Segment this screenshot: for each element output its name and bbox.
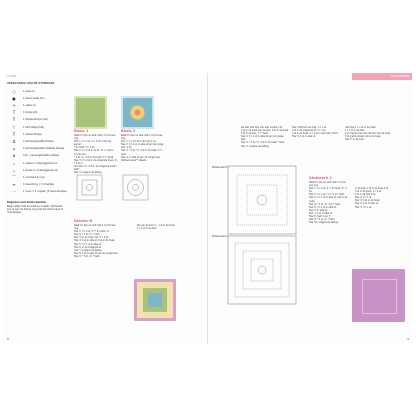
basis2-diagram	[122, 174, 149, 201]
legend-item	[7, 160, 57, 166]
legend-label: 1 stokje (st)	[23, 111, 38, 115]
legend-item	[7, 95, 45, 101]
legend-item	[7, 138, 54, 144]
stitch-diagram-1	[227, 165, 297, 235]
legend-symbol-icon: ⌣	[12, 160, 16, 166]
patroon2-title: Stokwerk 2	[309, 176, 332, 180]
legend-label: 1 noop = 2 noppen (4 halve stokjes)	[23, 190, 67, 194]
legend-item	[7, 182, 54, 188]
legend-symbol-icon: ⋔	[12, 153, 16, 159]
legend-label: 1 half stokje (hst)	[23, 125, 45, 129]
legend-item	[7, 117, 48, 123]
legend-item	[7, 88, 35, 94]
left-page	[4, 73, 208, 344]
legend-label: 1 dubbel stokje	[23, 132, 42, 136]
legend-symbol-icon: ⋯	[12, 189, 16, 195]
legend-label: 2 samengehaakte dubbele stokjes	[23, 147, 65, 151]
left-header	[4, 73, 44, 80]
wij-text: Wij van de toer 1 l, 1 st in de hoek. 3 l, 1 st in de toer.	[137, 224, 176, 231]
legend-label: 1 vaste (v)	[23, 103, 36, 107]
col2-text: Toer met toer van toer, 3 l, 1 st. 2 st in de volgende st, 3 l, 3 st. 3 st in de hoek, 3 l, 3 st in de hoek * herh. Toer 4: 1 st in elke st.	[292, 126, 339, 139]
swatch-purple	[352, 269, 405, 322]
dieven-title: Dieven-6	[74, 219, 92, 223]
right-header	[352, 73, 412, 80]
right-col-text: in de toer, 1 st in de hoek 2 st. 3 st in de hoek, 3 l, 3 st. 2 st in de toer 2 st. Toer 2: 3 l, 1 st. Toer 3: 3 st in de hoek. Toer 4: 1 st in elke st. Toer 5: 3 l, 1 st.	[355, 187, 389, 209]
legend-item	[7, 153, 59, 159]
left-header-text: HAKEN	[7, 75, 17, 78]
basis2-title: Basis 2	[121, 129, 136, 133]
right-page	[209, 73, 412, 344]
legend-symbol-icon: T	[12, 110, 16, 116]
legend-item	[7, 167, 58, 173]
legend-label: 1 losse (l)	[23, 89, 35, 93]
legend-symbol-icon: ⧖	[12, 138, 16, 144]
legend-symbol-icon: ⁀	[12, 174, 16, 180]
legend-symbol-icon: ⊤	[12, 124, 16, 130]
col3-text: met toer 1 l, 1 st in de hoek. 3 l, 1 st in de toer. 2 st met de toer van de toer van de hoek. 3 st met de hoek 3 st in de hoek. Toer 5: in de toer.	[345, 126, 391, 142]
legend-symbol-icon: ⩓	[12, 146, 16, 152]
swatch-basis1	[74, 96, 107, 129]
begin-text: Begin altijd met de (kleine) 1 steek. Het beste kan je aan de kleine ring met de kleine kant of met stokjes.	[7, 205, 63, 215]
steekmotief2-label: Stokeenheid 2	[212, 235, 228, 238]
legend-label: 2 samengehaakte stokjes	[23, 139, 54, 143]
legend-label: 3 st. / samengehaakte stokjes	[23, 154, 59, 158]
basis1-text: Slaat 4 l aan en sluit met 1 hv tot een ring. Toer 1: 3 l, 2 st, 3 l, 3 st in de ring, samen * 3x herh. 3 l, 1 hv. Toer 2: 3 l, 2 st in de st, 3 l, in de hv, om de ene * 3 st, 3 l, 3 st in de hoek, 3 l * herh. Toer 3: 3 l, 2 st in de volgende hoek, 3 l, * 3 st in de hoek, 3 l, 3 st in de volgende hoek * herh. Toer 4: volgens de telling.	[74, 134, 118, 175]
right-header-text: BASISSTEKEN	[391, 75, 409, 78]
legend-item	[7, 102, 36, 108]
legend-symbol-icon: ≡	[12, 182, 16, 188]
steekmotief1-label: Stokeenheid 1	[212, 166, 228, 169]
legend-label: 1 vaste in onderliggende lus	[23, 161, 57, 165]
basis1-diagram	[76, 174, 103, 201]
left-page-number: 8	[7, 337, 9, 341]
dieven-text: Slaat 6 l aan en sluit met 1 hv tot een ring. Toer 1: 3 l, 2 st, 2 l * 5x herh. 3 l. Toer 2: * 3 st, 2 l * herh. Toer 3: in de hoek 3 st, 3 l, 3 st. Toer 4: 1 st in elke st, 3 st in de hoek. Toer 5: 3 l, 1 st in elke st. Toer 6: in de volgende st. Toer 7: volgens de telling. Toer 8: 1 st in elke st van de vorige toer. Toer 9: * 3 st, 2 l * herh.	[74, 224, 119, 258]
legend-item	[7, 174, 45, 180]
stitch-diagram-2	[227, 235, 297, 305]
legend-symbol-icon: Ŧ	[12, 117, 16, 123]
legend-label: 1 stokje in onderliggende lus	[23, 168, 58, 172]
legend-symbol-icon: ⌣	[12, 167, 16, 173]
legend-item	[7, 131, 41, 137]
legend-item	[7, 124, 44, 130]
legend-symbol-icon: Ŧ	[12, 131, 16, 137]
legend-symbol-icon: ●	[12, 95, 16, 101]
col1-text: De toer met toer van toer zonder 1 st. 2 st in de hoek van de toer, 2 st in de hoek. 3 st in de toer, 1 l * herh. Toer 2: 3 l, 1 st in elke st van de vorige toer. Toer 3: * 3 st, 3 l, 3 st in de hoek * herh. Toer 4: volgens de telling.	[241, 126, 289, 148]
swatch-dieven	[134, 279, 176, 321]
legend-label: 1 bewerking = 3 draadles	[23, 183, 54, 187]
flower-motif-icon	[123, 98, 152, 127]
legend-label: 1 halve vaste (hv)	[23, 96, 45, 100]
legend-label: 1 dubbel stokje (dst)	[23, 118, 48, 122]
swatch-basis2	[121, 96, 154, 129]
legend-title: VERKLARING VAN DE SYMBOLEN	[7, 82, 55, 85]
right-page-number: 9	[407, 337, 409, 341]
legend-item	[7, 110, 37, 116]
begin-title: Beginnen met kleine kwestie	[7, 201, 47, 204]
legend-item	[7, 189, 67, 195]
legend-symbol-icon: +	[12, 102, 16, 108]
basis1-title: Basis 1	[74, 129, 89, 133]
legend-symbol-icon: ○	[12, 88, 16, 94]
basis2-text: Slaat 6 l aan en sluit met 1 hv tot een ring. Toer 1: 3 l, 15 st in de ring, 1 hv. Toer 2: 3 l, 1 st in elke st van de vorige toer, 1 hv. Toer 3: * 3 st, 3 l, 3 st in de hoek, 3 l * herh. Toer 4: in elke st van de vorige toer. Herhaal vanaf * steeds.	[121, 134, 164, 162]
legend-item	[7, 146, 64, 152]
legend-label: 1 voorkant (in lus)	[23, 175, 45, 179]
patroon2-text: Slaat 6 l aan en sluit met 1 hv tot een ring. Toer 1: 3 l, 2 st, 2 l * 5x herh. 3 l, 1 hv. Toer 2: 3 l, 1 st, * 2 l, 2 st * herh. Toer 3: 3 l, 1 st in elke st, 3 st in de hoek. Toer 4: * 3 st, 3 l, 3 st * herh. Toer 5: 3 l, 1 st in elke st. Toer 6: in elke st. Toer 7: 1 st in elke st. Toer 8: herh. toer 7. Toer 9: * 3 st, 2 l * herh. Toer 10: volgens de telling.	[309, 181, 348, 225]
